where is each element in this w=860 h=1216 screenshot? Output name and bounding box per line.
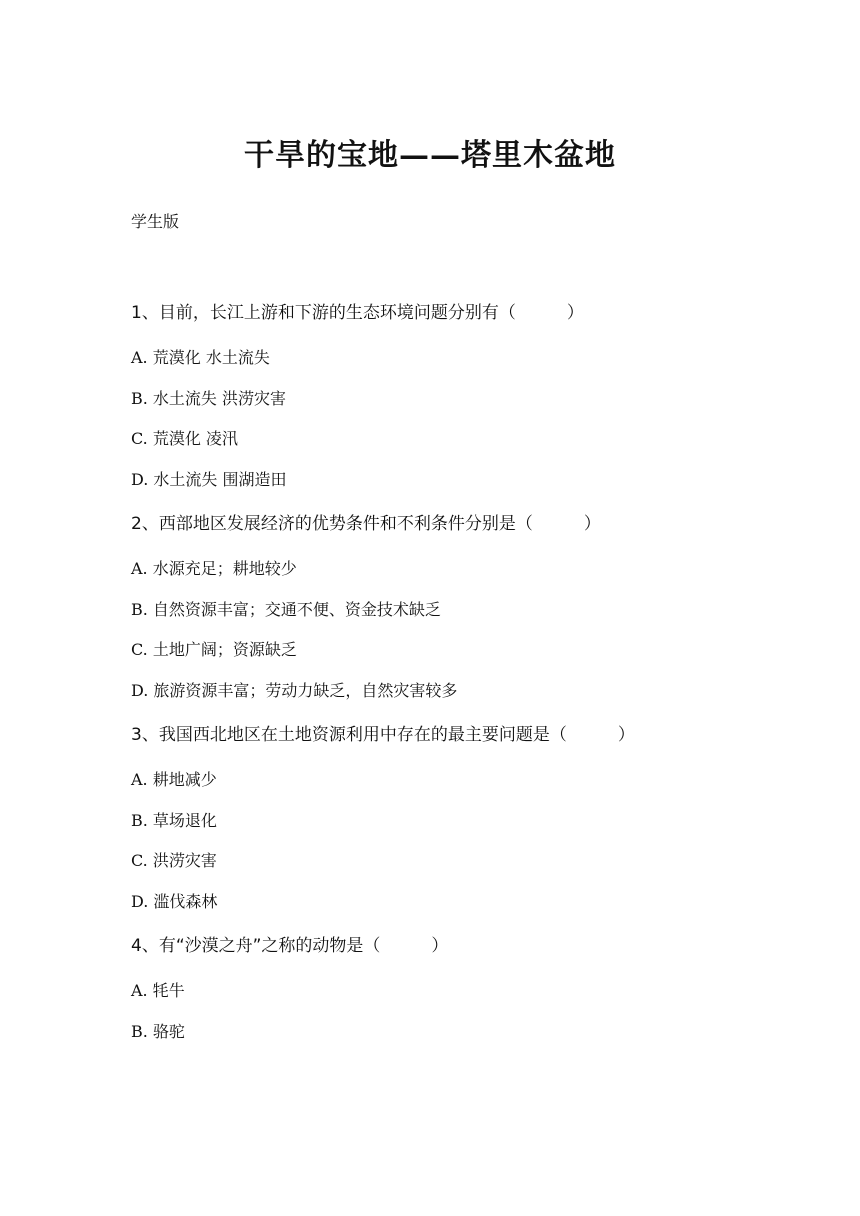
- document-title: 干旱的宝地——塔里木盆地: [244, 138, 616, 173]
- document-subtitle: 学生版: [131, 212, 180, 231]
- option-c: C. 洪涝灾害: [131, 851, 217, 870]
- option-a: A. 牦牛: [131, 981, 185, 1000]
- option-a: A. 耕地减少: [131, 770, 217, 789]
- option-d: D. 旅游资源丰富；劳动力缺乏，自然灾害较多: [131, 680, 458, 700]
- question-list: [131, 298, 751, 1061]
- question-text: 2、西部地区发展经济的优势条件和不利条件分别是（ ）: [131, 514, 601, 534]
- question-1: [131, 298, 751, 491]
- option-d: D. 水土流失 围湖造田: [131, 469, 287, 489]
- option-b: B. 草场退化: [131, 810, 217, 830]
- option-a: A. 水源充足；耕地较少: [131, 559, 297, 578]
- option-b: B. 骆驼: [131, 1021, 185, 1041]
- option-b: B. 水土流失 洪涝灾害: [131, 388, 287, 408]
- question-text: 3、我国西北地区在土地资源利用中存在的最主要问题是（ ）: [131, 725, 635, 745]
- question-text: 1、目前，长江上游和下游的生态环境问题分别有（ ）: [131, 303, 584, 323]
- option-c: C. 土地广阔；资源缺乏: [131, 640, 297, 659]
- question-2: [131, 509, 751, 702]
- option-b: B. 自然资源丰富；交通不便、资金技术缺乏: [131, 599, 441, 619]
- option-d: D. 滥伐森林: [131, 891, 218, 911]
- option-c: C. 荒漠化 凌汛: [131, 429, 238, 448]
- question-4: [131, 931, 751, 1043]
- option-a: A. 荒漠化 水土流失: [131, 348, 270, 367]
- question-3: [131, 720, 751, 913]
- question-text: 4、有“沙漠之舟”之称的动物是（ ）: [131, 936, 449, 956]
